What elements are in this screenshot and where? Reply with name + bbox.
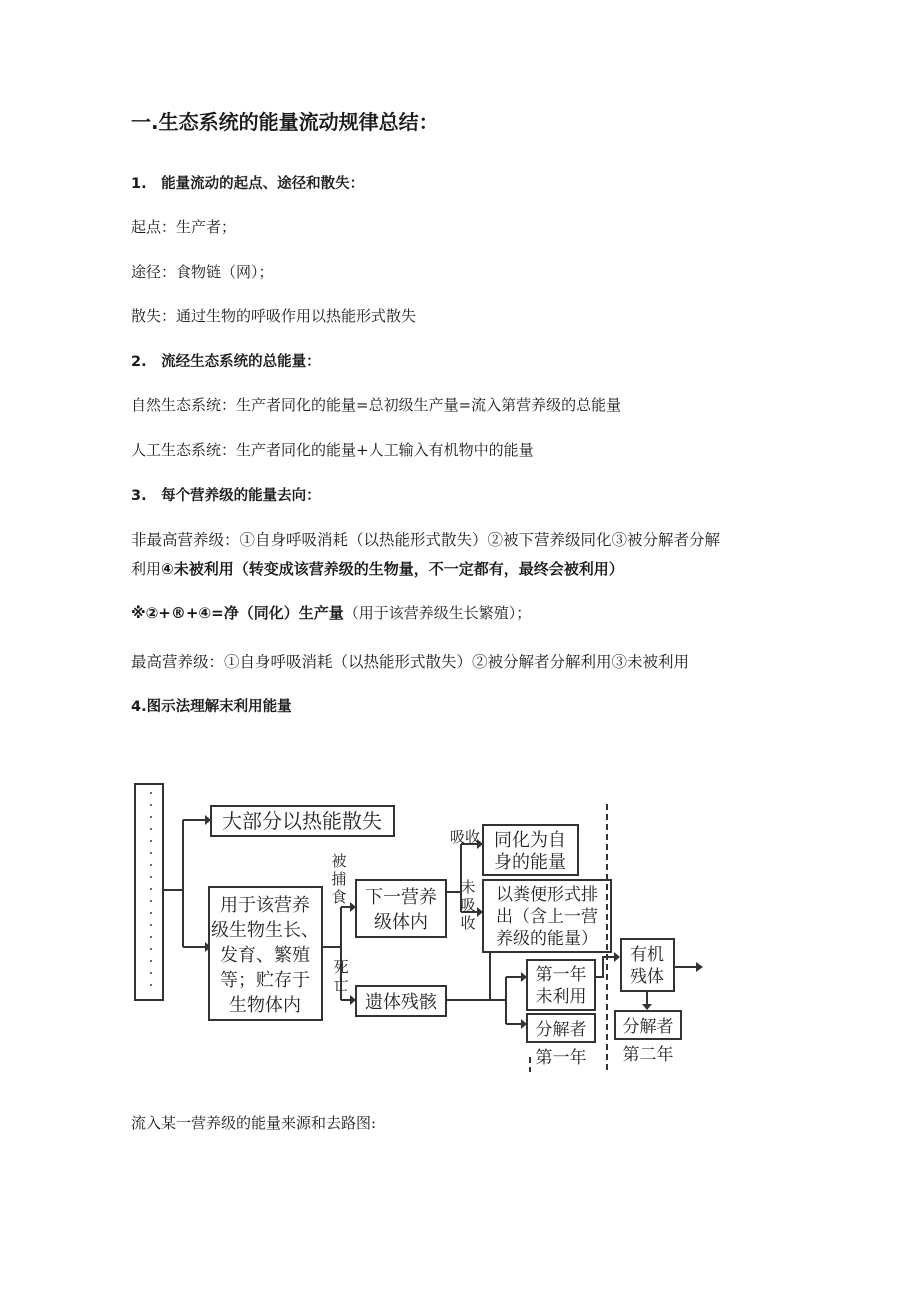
section-1-line-2: 途径：食物链（网）； bbox=[131, 263, 274, 281]
label-death-1: 死 bbox=[333, 958, 349, 976]
label-death-2: 亡 bbox=[333, 976, 349, 994]
box-unused-year1-line-2: 未利用 bbox=[535, 987, 587, 1007]
box-feces-line-1: 以粪便形式排 bbox=[496, 885, 598, 905]
section-4-heading: 4.图示法理解末利用能量 bbox=[131, 699, 292, 715]
section-1-line-3: 散失：通过生物的呼吸作用以热能形式散失 bbox=[131, 307, 417, 325]
section-3-heading: 3. 每个营养级的能量去向： bbox=[131, 488, 321, 504]
section-2-line-2: 人工生态系统：生产者同化的能量+人工输入有机物中的能量 bbox=[131, 441, 534, 459]
box-decomposer-year1-text: 分解者 bbox=[535, 1020, 587, 1040]
label-not-absorb-1: 未 bbox=[460, 878, 476, 896]
page-title: 一.生态系统的能量流动规律总结： bbox=[131, 110, 439, 134]
box-growth-line-2: 级生物生长、 bbox=[211, 920, 319, 941]
label-year1: 第一年 bbox=[535, 1048, 587, 1068]
box-growth-line-4: 等；贮存于 bbox=[220, 970, 310, 991]
section-2-line-1: 自然生态系统：生产者同化的能量=总初级生产量=流入第营养级的总能量 bbox=[131, 396, 622, 414]
box-next-level-line-1: 下一营养 bbox=[365, 887, 437, 908]
label-not-absorb-2: 吸 bbox=[460, 896, 476, 914]
box-growth-line-1: 用于该营养 bbox=[220, 895, 310, 916]
section-1-line-1: 起点：生产者； bbox=[131, 218, 237, 236]
label-eaten-3: 食 bbox=[331, 888, 347, 906]
section-2-heading: 2. 流经生态系统的总能量： bbox=[131, 354, 321, 370]
section-3-line-2 bbox=[131, 558, 624, 579]
label-eaten-2: 捕 bbox=[331, 870, 347, 888]
label-eaten-1: 被 bbox=[331, 852, 347, 870]
footer-caption: 流入某一营养级的能量来源和去路图: bbox=[131, 1114, 377, 1132]
label-year2: 第二年 bbox=[622, 1045, 674, 1065]
box-assimilated-line-2: 身的能量 bbox=[494, 852, 566, 873]
section-3-line-4: 最高营养级：①自身呼吸消耗（以热能形式散失）②被分解者分解利用③未被利用 bbox=[131, 653, 690, 671]
box-assimilated-line-1: 同化为自 bbox=[494, 830, 566, 851]
section-3-line-1: 非最高营养级：①自身呼吸消耗（以热能形式散失）②被下营养级同化③被分解者分解 bbox=[131, 531, 721, 549]
section-1-heading: 1. 能量流动的起点、途径和散失： bbox=[131, 176, 365, 192]
box-feces-line-3: 养级的能量） bbox=[496, 929, 598, 949]
energy-flow-diagram bbox=[131, 772, 706, 1072]
section-3-line-2-normal: 利用 bbox=[131, 560, 162, 578]
box-feces-line-2: 出（含上一营 bbox=[496, 907, 598, 927]
label-not-absorb-3: 收 bbox=[460, 914, 476, 932]
box-organic-remains-line-2: 残体 bbox=[630, 967, 664, 987]
box-growth-line-5: 生物体内 bbox=[229, 995, 301, 1016]
section-3-line-2-bold: ④未被利用（转变成该营养级的生物量，不一定都有，最终会被利用） bbox=[161, 560, 624, 578]
box-remains-text: 遗体残骸 bbox=[365, 992, 437, 1013]
left-bracket bbox=[135, 784, 163, 1000]
box-next-level-line-2: 级体内 bbox=[374, 912, 428, 933]
section-3-line-3-bold: ※②+®+④=净（同化）生产量 bbox=[131, 604, 344, 622]
box-growth-line-3: 发育、繁殖 bbox=[220, 945, 310, 966]
label-absorb: 吸收 bbox=[449, 828, 481, 846]
box-decomposer-year2-text: 分解者 bbox=[622, 1017, 674, 1037]
section-3-line-3-normal: （用于该营养级生长繁殖）； bbox=[343, 604, 532, 622]
box-unused-year1-line-1: 第一年 bbox=[535, 965, 587, 985]
box-heat-loss-text: 大部分以热能散失 bbox=[222, 809, 382, 833]
section-3-line-3 bbox=[131, 602, 531, 623]
box-organic-remains-line-1: 有机 bbox=[630, 945, 664, 965]
